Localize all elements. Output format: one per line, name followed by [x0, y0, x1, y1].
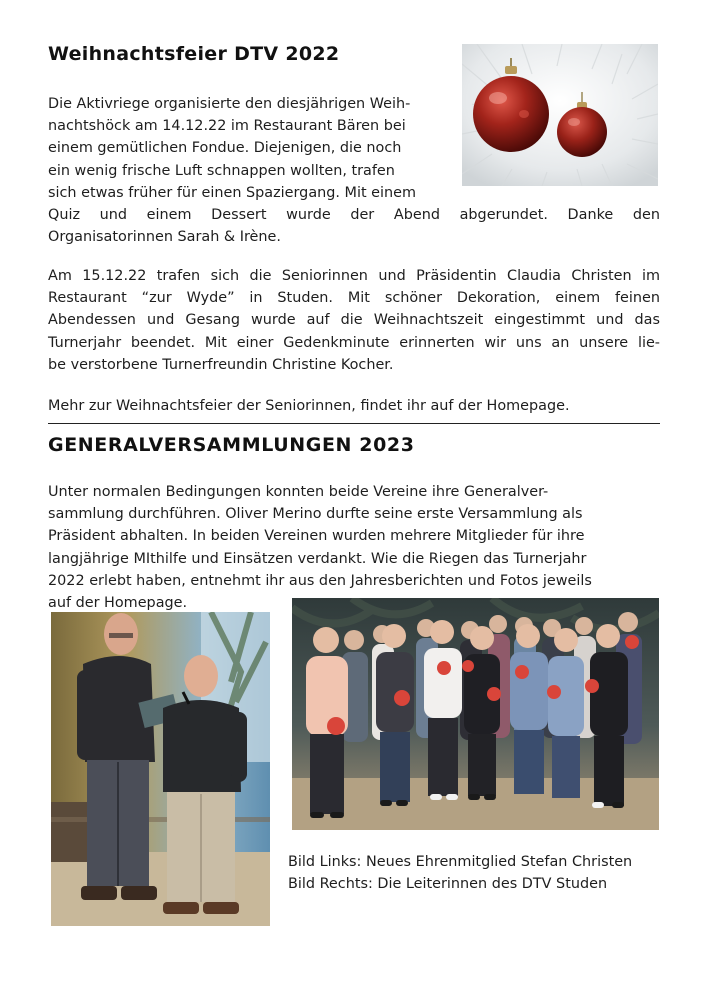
text-line: Organisatorinnen Sarah & Irène.: [48, 229, 281, 246]
text-line: Unter normalen Bedingungen konnten beide Vereine ihre Generalver-: [48, 484, 549, 500]
paragraph-homepage-hint: [48, 395, 570, 417]
photo-ehrenmitglied-image: [51, 612, 270, 926]
text-line: be verstorbene Turnerfreundin Christine Kocher.: [48, 356, 394, 373]
photo-leiterinnen-image: [292, 598, 659, 830]
caption-left: Bild Links: Neues Ehrenmitglied Stefan Christen: [288, 854, 633, 870]
paragraph-generalversammlungen: [48, 481, 592, 614]
ornament-cap-large: [505, 66, 517, 74]
paragraph-weihnachtshoeck: [48, 93, 660, 248]
text-line: Am 15.12.22 trafen sich die Seniorinnen und Präsidentin Claudia Christen im: [48, 268, 660, 284]
section-title-weihnachtsfeier: Weihnachtsfeier DTV 2022: [48, 43, 340, 65]
text-line: auf der Homepage.: [48, 595, 188, 612]
text-line: Mehr zur Weihnachtsfeier der Seniorinnen, findet ihr auf der Homepage.: [48, 398, 570, 414]
text-line: langjährige MIthilfe und Einsätzen verdankt. Wie die Riegen das Turnerjahr: [48, 550, 587, 567]
caption-right: Bild Rechts: Die Leiterinnen des DTV Studen: [288, 876, 608, 892]
photo-ehrenmitglied: [51, 612, 270, 926]
section-title-generalversammlungen: GENERALVERSAMMLUNGEN 2023: [48, 434, 415, 456]
text-line: sammlung durchführen. Oliver Merino durfte seine erste Versammlung als: [48, 506, 583, 523]
paragraph-seniorinnen: [48, 265, 660, 376]
text-line: Abendessen und Gesang wurde auf die Weihnachtszeit eingestimmt und das: [48, 312, 660, 329]
text-line: nachtshöck am 14.12.22 im Restaurant Bären bei: [48, 118, 406, 135]
text-line: einem gemütlichen Fondue. Diejenigen, die noch: [48, 140, 402, 157]
text-line: Quiz und einem Dessert wurde der Abend abgerundet. Danke den: [48, 207, 660, 224]
text-line: ein wenig frische Luft schnappen wollten, trafen: [48, 162, 395, 179]
text-line: Restaurant “zur Wyde” in Studen. Mit schöner Dekoration, einem feinen: [48, 290, 660, 307]
text-line: sich etwas früher für einen Spaziergang. Mit einem: [48, 184, 417, 201]
text-line: Turnerjahr beendet. Mit einer Gedenkminute erinnerten wir uns an unsere lie-: [48, 334, 660, 351]
section-divider: [48, 423, 660, 424]
photo-leiterinnen: [292, 598, 659, 830]
photo-captions: [288, 851, 632, 895]
text-line: Die Aktivriege organisierte den diesjährigen Weih-: [48, 96, 411, 112]
text-line: Präsident abhalten. In beiden Vereinen wurden mehrere Mitglieder für ihre: [48, 528, 585, 545]
text-line: 2022 erlebt haben, entnehmt ihr aus den Jahresberichten und Fotos jeweils: [48, 572, 592, 589]
